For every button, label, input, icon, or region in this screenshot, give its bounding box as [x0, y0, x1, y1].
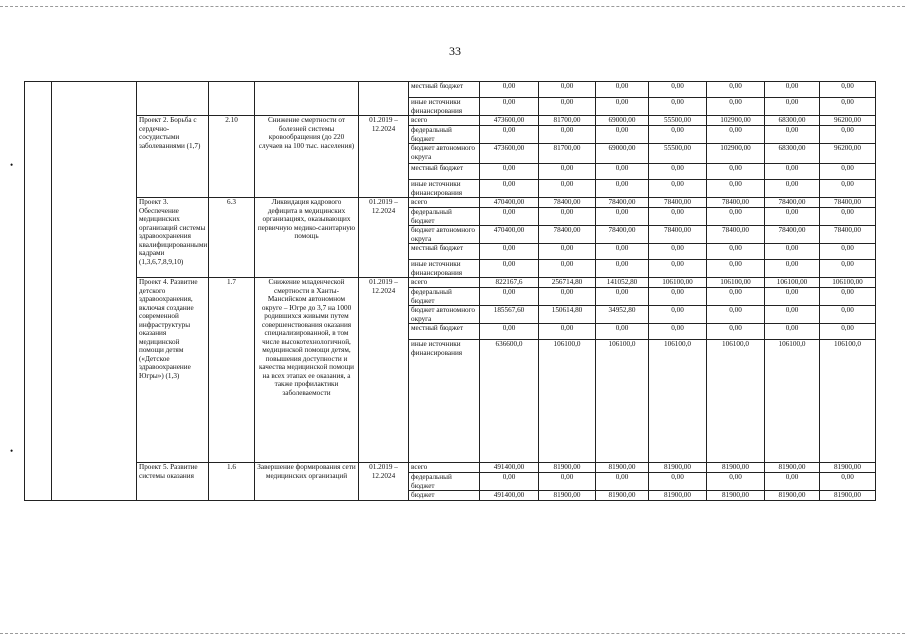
- funding-source-cell: бюджет автономного округа: [409, 144, 480, 164]
- year-amount-cell: 0,00: [539, 260, 596, 278]
- table-row: [25, 278, 876, 288]
- year-amount-cell: 0,00: [707, 306, 765, 324]
- period-cell: 01.2019 – 12.2024: [359, 278, 409, 463]
- indicator-code-cell: 1.6: [209, 463, 255, 501]
- total-amount-cell: 473600,00: [480, 144, 539, 164]
- year-amount-cell: 0,00: [707, 473, 765, 491]
- year-amount-cell: 0,00: [649, 306, 707, 324]
- year-amount-cell: 81900,00: [649, 491, 707, 501]
- year-amount-cell: 78400,00: [539, 198, 596, 208]
- year-amount-cell: 106100,0: [596, 340, 649, 463]
- year-amount-cell: 0,00: [539, 164, 596, 180]
- year-amount-cell: 0,00: [707, 324, 765, 340]
- year-amount-cell: 78400,00: [649, 226, 707, 244]
- total-amount-cell: 0,00: [480, 82, 539, 98]
- year-amount-cell: 0,00: [820, 82, 876, 98]
- year-amount-cell: 0,00: [596, 260, 649, 278]
- total-amount-cell: 0,00: [480, 126, 539, 144]
- funding-source-cell: местный бюджет: [409, 82, 480, 98]
- year-amount-cell: 55500,00: [649, 116, 707, 126]
- year-amount-cell: 0,00: [765, 180, 820, 198]
- year-amount-cell: 81900,00: [649, 463, 707, 473]
- total-amount-cell: 0,00: [480, 208, 539, 226]
- year-amount-cell: 106100,0: [539, 340, 596, 463]
- year-amount-cell: 0,00: [765, 126, 820, 144]
- year-amount-cell: 0,00: [649, 98, 707, 116]
- total-amount-cell: 0,00: [480, 260, 539, 278]
- year-amount-cell: 78400,00: [820, 198, 876, 208]
- indicator-code-cell: 1.7: [209, 278, 255, 463]
- year-amount-cell: 78400,00: [820, 226, 876, 244]
- year-amount-cell: 81900,00: [765, 491, 820, 501]
- year-amount-cell: 78400,00: [596, 226, 649, 244]
- year-amount-cell: 68300,00: [765, 116, 820, 126]
- budget-table: [24, 81, 876, 501]
- year-amount-cell: 81700,00: [539, 116, 596, 126]
- year-amount-cell: 0,00: [707, 288, 765, 306]
- goal-cell: Завершение формирования сети медицинских организаций: [255, 463, 359, 501]
- year-amount-cell: 69000,00: [596, 116, 649, 126]
- year-amount-cell: 0,00: [596, 208, 649, 226]
- funding-source-cell: федеральный бюджет: [409, 126, 480, 144]
- funding-source-cell: бюджет автономного округа: [409, 306, 480, 324]
- total-amount-cell: 0,00: [480, 164, 539, 180]
- year-amount-cell: 0,00: [707, 98, 765, 116]
- funding-source-cell: иные источники финансирования: [409, 98, 480, 116]
- year-amount-cell: 0,00: [539, 82, 596, 98]
- year-amount-cell: 106100,00: [707, 278, 765, 288]
- table-row: [25, 116, 876, 126]
- year-amount-cell: 0,00: [820, 244, 876, 260]
- indicator-code-cell: 6.3: [209, 198, 255, 278]
- year-amount-cell: 0,00: [596, 244, 649, 260]
- year-amount-cell: 0,00: [707, 82, 765, 98]
- margin-dot: •: [10, 446, 14, 456]
- bottom-scan-rule: [0, 633, 905, 634]
- year-amount-cell: 0,00: [765, 473, 820, 491]
- year-amount-cell: 81900,00: [707, 491, 765, 501]
- year-amount-cell: 150614,80: [539, 306, 596, 324]
- table-row: [25, 463, 876, 473]
- total-amount-cell: 0,00: [480, 324, 539, 340]
- year-amount-cell: 0,00: [820, 473, 876, 491]
- total-amount-cell: 491400,00: [480, 463, 539, 473]
- year-amount-cell: 0,00: [765, 324, 820, 340]
- year-amount-cell: 68300,00: [765, 144, 820, 164]
- funding-source-cell: местный бюджет: [409, 244, 480, 260]
- year-amount-cell: 0,00: [649, 473, 707, 491]
- project-name-cell: Проект 2. Борьба с сердечно-сосудистыми заболеваниями (1,7): [137, 116, 209, 198]
- year-amount-cell: 81900,00: [707, 463, 765, 473]
- funding-source-cell: бюджет автономного округа: [409, 226, 480, 244]
- page-number: 33: [449, 44, 461, 58]
- year-amount-cell: 0,00: [596, 82, 649, 98]
- year-amount-cell: 106100,0: [649, 340, 707, 463]
- total-amount-cell: 822167,6: [480, 278, 539, 288]
- year-amount-cell: 0,00: [649, 208, 707, 226]
- year-amount-cell: 0,00: [765, 164, 820, 180]
- year-amount-cell: 0,00: [596, 164, 649, 180]
- year-amount-cell: 106100,0: [765, 340, 820, 463]
- year-amount-cell: 0,00: [596, 473, 649, 491]
- funding-source-cell: федеральный бюджет: [409, 208, 480, 226]
- year-amount-cell: 34952,80: [596, 306, 649, 324]
- year-amount-cell: 106100,00: [820, 278, 876, 288]
- row-number-cell: [25, 82, 52, 501]
- year-amount-cell: 0,00: [765, 306, 820, 324]
- year-amount-cell: 141052,80: [596, 278, 649, 288]
- year-amount-cell: 0,00: [765, 244, 820, 260]
- year-amount-cell: 0,00: [596, 180, 649, 198]
- year-amount-cell: 0,00: [539, 288, 596, 306]
- funding-source-cell: бюджет: [409, 491, 480, 501]
- year-amount-cell: 0,00: [707, 126, 765, 144]
- total-amount-cell: 491400,00: [480, 491, 539, 501]
- period-cell: 01.2019 – 12.2024: [359, 463, 409, 501]
- year-amount-cell: 0,00: [539, 244, 596, 260]
- total-amount-cell: 470400,00: [480, 198, 539, 208]
- funding-source-cell: всего: [409, 116, 480, 126]
- year-amount-cell: 0,00: [765, 82, 820, 98]
- year-amount-cell: 0,00: [596, 324, 649, 340]
- project-name-cell: Проект 4. Развитие детского здравоохранения, включая создание современной инфраструктуры оказания медицинской помощи детям («Детское здравоохранение Югры») (1,3): [137, 278, 209, 463]
- funding-source-cell: всего: [409, 463, 480, 473]
- year-amount-cell: 0,00: [596, 288, 649, 306]
- year-amount-cell: 0,00: [820, 98, 876, 116]
- goal-cell: Снижение смертности от болезней системы кровообращения (до 220 случаев на 100 тыс. населения): [255, 116, 359, 198]
- year-amount-cell: 78400,00: [765, 198, 820, 208]
- year-amount-cell: 0,00: [539, 324, 596, 340]
- section-cell: [52, 82, 137, 501]
- funding-source-cell: иные источники финансирования: [409, 180, 480, 198]
- year-amount-cell: 0,00: [820, 180, 876, 198]
- year-amount-cell: 0,00: [539, 473, 596, 491]
- table-row: [25, 198, 876, 208]
- year-amount-cell: 0,00: [765, 260, 820, 278]
- project-name-cell: Проект 5. Развитие системы оказания: [137, 463, 209, 501]
- year-amount-cell: 106100,0: [820, 340, 876, 463]
- year-amount-cell: 0,00: [649, 244, 707, 260]
- total-amount-cell: 0,00: [480, 98, 539, 116]
- year-amount-cell: 0,00: [649, 324, 707, 340]
- year-amount-cell: 78400,00: [596, 198, 649, 208]
- year-amount-cell: 0,00: [765, 288, 820, 306]
- project-name-cell: Проект 3. Обеспечение медицинских организаций системы здравоохранения квалифицированными кадрами (1,3,6,7,8,9,10): [137, 198, 209, 278]
- year-amount-cell: 0,00: [596, 126, 649, 144]
- total-amount-cell: 0,00: [480, 244, 539, 260]
- goal-cell: [255, 82, 359, 116]
- year-amount-cell: 81900,00: [765, 463, 820, 473]
- year-amount-cell: 0,00: [707, 244, 765, 260]
- year-amount-cell: 81900,00: [539, 463, 596, 473]
- year-amount-cell: 0,00: [539, 180, 596, 198]
- table-row: [25, 82, 876, 98]
- year-amount-cell: 0,00: [820, 164, 876, 180]
- margin-dot: •: [10, 160, 14, 170]
- year-amount-cell: 106100,0: [707, 340, 765, 463]
- total-amount-cell: 470400,00: [480, 226, 539, 244]
- year-amount-cell: 81900,00: [596, 491, 649, 501]
- year-amount-cell: 0,00: [707, 260, 765, 278]
- year-amount-cell: 0,00: [649, 180, 707, 198]
- year-amount-cell: 0,00: [539, 208, 596, 226]
- year-amount-cell: 0,00: [649, 288, 707, 306]
- year-amount-cell: 78400,00: [539, 226, 596, 244]
- year-amount-cell: 81900,00: [596, 463, 649, 473]
- period-cell: 01.2019 – 12.2024: [359, 116, 409, 198]
- year-amount-cell: 0,00: [707, 208, 765, 226]
- year-amount-cell: 81700,00: [539, 144, 596, 164]
- indicator-code-cell: 2.10: [209, 116, 255, 198]
- year-amount-cell: 96200,00: [820, 116, 876, 126]
- goal-cell: Ликвидация кадрового дефицита в медицинских организациях, оказывающих первичную медико-санитарную помощь: [255, 198, 359, 278]
- year-amount-cell: 0,00: [539, 98, 596, 116]
- year-amount-cell: 0,00: [539, 126, 596, 144]
- year-amount-cell: 81900,00: [539, 491, 596, 501]
- year-amount-cell: 0,00: [649, 82, 707, 98]
- year-amount-cell: 96200,00: [820, 144, 876, 164]
- year-amount-cell: 106100,00: [649, 278, 707, 288]
- period-cell: 01.2019 – 12.2024: [359, 198, 409, 278]
- funding-source-cell: федеральный бюджет: [409, 288, 480, 306]
- year-amount-cell: 78400,00: [707, 226, 765, 244]
- year-amount-cell: 78400,00: [707, 198, 765, 208]
- funding-source-cell: местный бюджет: [409, 164, 480, 180]
- year-amount-cell: 0,00: [765, 98, 820, 116]
- year-amount-cell: 0,00: [649, 126, 707, 144]
- year-amount-cell: 0,00: [707, 164, 765, 180]
- year-amount-cell: 106100,00: [765, 278, 820, 288]
- year-amount-cell: 81900,00: [820, 491, 876, 501]
- funding-source-cell: иные источники финансирования: [409, 260, 480, 278]
- total-amount-cell: 473600,00: [480, 116, 539, 126]
- year-amount-cell: 0,00: [820, 260, 876, 278]
- year-amount-cell: 0,00: [820, 324, 876, 340]
- period-cell: [359, 82, 409, 116]
- funding-source-cell: местный бюджет: [409, 324, 480, 340]
- year-amount-cell: 0,00: [820, 306, 876, 324]
- year-amount-cell: 69000,00: [596, 144, 649, 164]
- year-amount-cell: 0,00: [707, 180, 765, 198]
- year-amount-cell: 55500,00: [649, 144, 707, 164]
- year-amount-cell: 0,00: [596, 98, 649, 116]
- funding-source-cell: иные источники финансирования: [409, 340, 480, 463]
- project-name-cell: [137, 82, 209, 116]
- year-amount-cell: 81900,00: [820, 463, 876, 473]
- year-amount-cell: 0,00: [649, 164, 707, 180]
- year-amount-cell: 0,00: [649, 260, 707, 278]
- total-amount-cell: 0,00: [480, 473, 539, 491]
- funding-source-cell: всего: [409, 198, 480, 208]
- year-amount-cell: 0,00: [820, 208, 876, 226]
- year-amount-cell: 78400,00: [765, 226, 820, 244]
- total-amount-cell: 185567,60: [480, 306, 539, 324]
- year-amount-cell: 0,00: [820, 126, 876, 144]
- indicator-code-cell: [209, 82, 255, 116]
- year-amount-cell: 102900,00: [707, 116, 765, 126]
- total-amount-cell: 0,00: [480, 288, 539, 306]
- year-amount-cell: 78400,00: [649, 198, 707, 208]
- total-amount-cell: 636600,0: [480, 340, 539, 463]
- top-scan-rule: [0, 6, 905, 7]
- funding-source-cell: всего: [409, 278, 480, 288]
- funding-source-cell: федеральный бюджет: [409, 473, 480, 491]
- goal-cell: Снижение младенческой смертности в Ханты-Мансийском автономном округе – Югре до 3,7 на 1000 родившихся живыми путем совершенствования оказания специализированной, в том числе высокотехнологичной, медицинской помощи детям, повышения доступности и качества медицинской помощи на всех этапах ее оказания, а также профилактики заболеваемости: [255, 278, 359, 463]
- year-amount-cell: 0,00: [765, 208, 820, 226]
- year-amount-cell: 0,00: [820, 288, 876, 306]
- year-amount-cell: 102900,00: [707, 144, 765, 164]
- total-amount-cell: 0,00: [480, 180, 539, 198]
- year-amount-cell: 256714,80: [539, 278, 596, 288]
